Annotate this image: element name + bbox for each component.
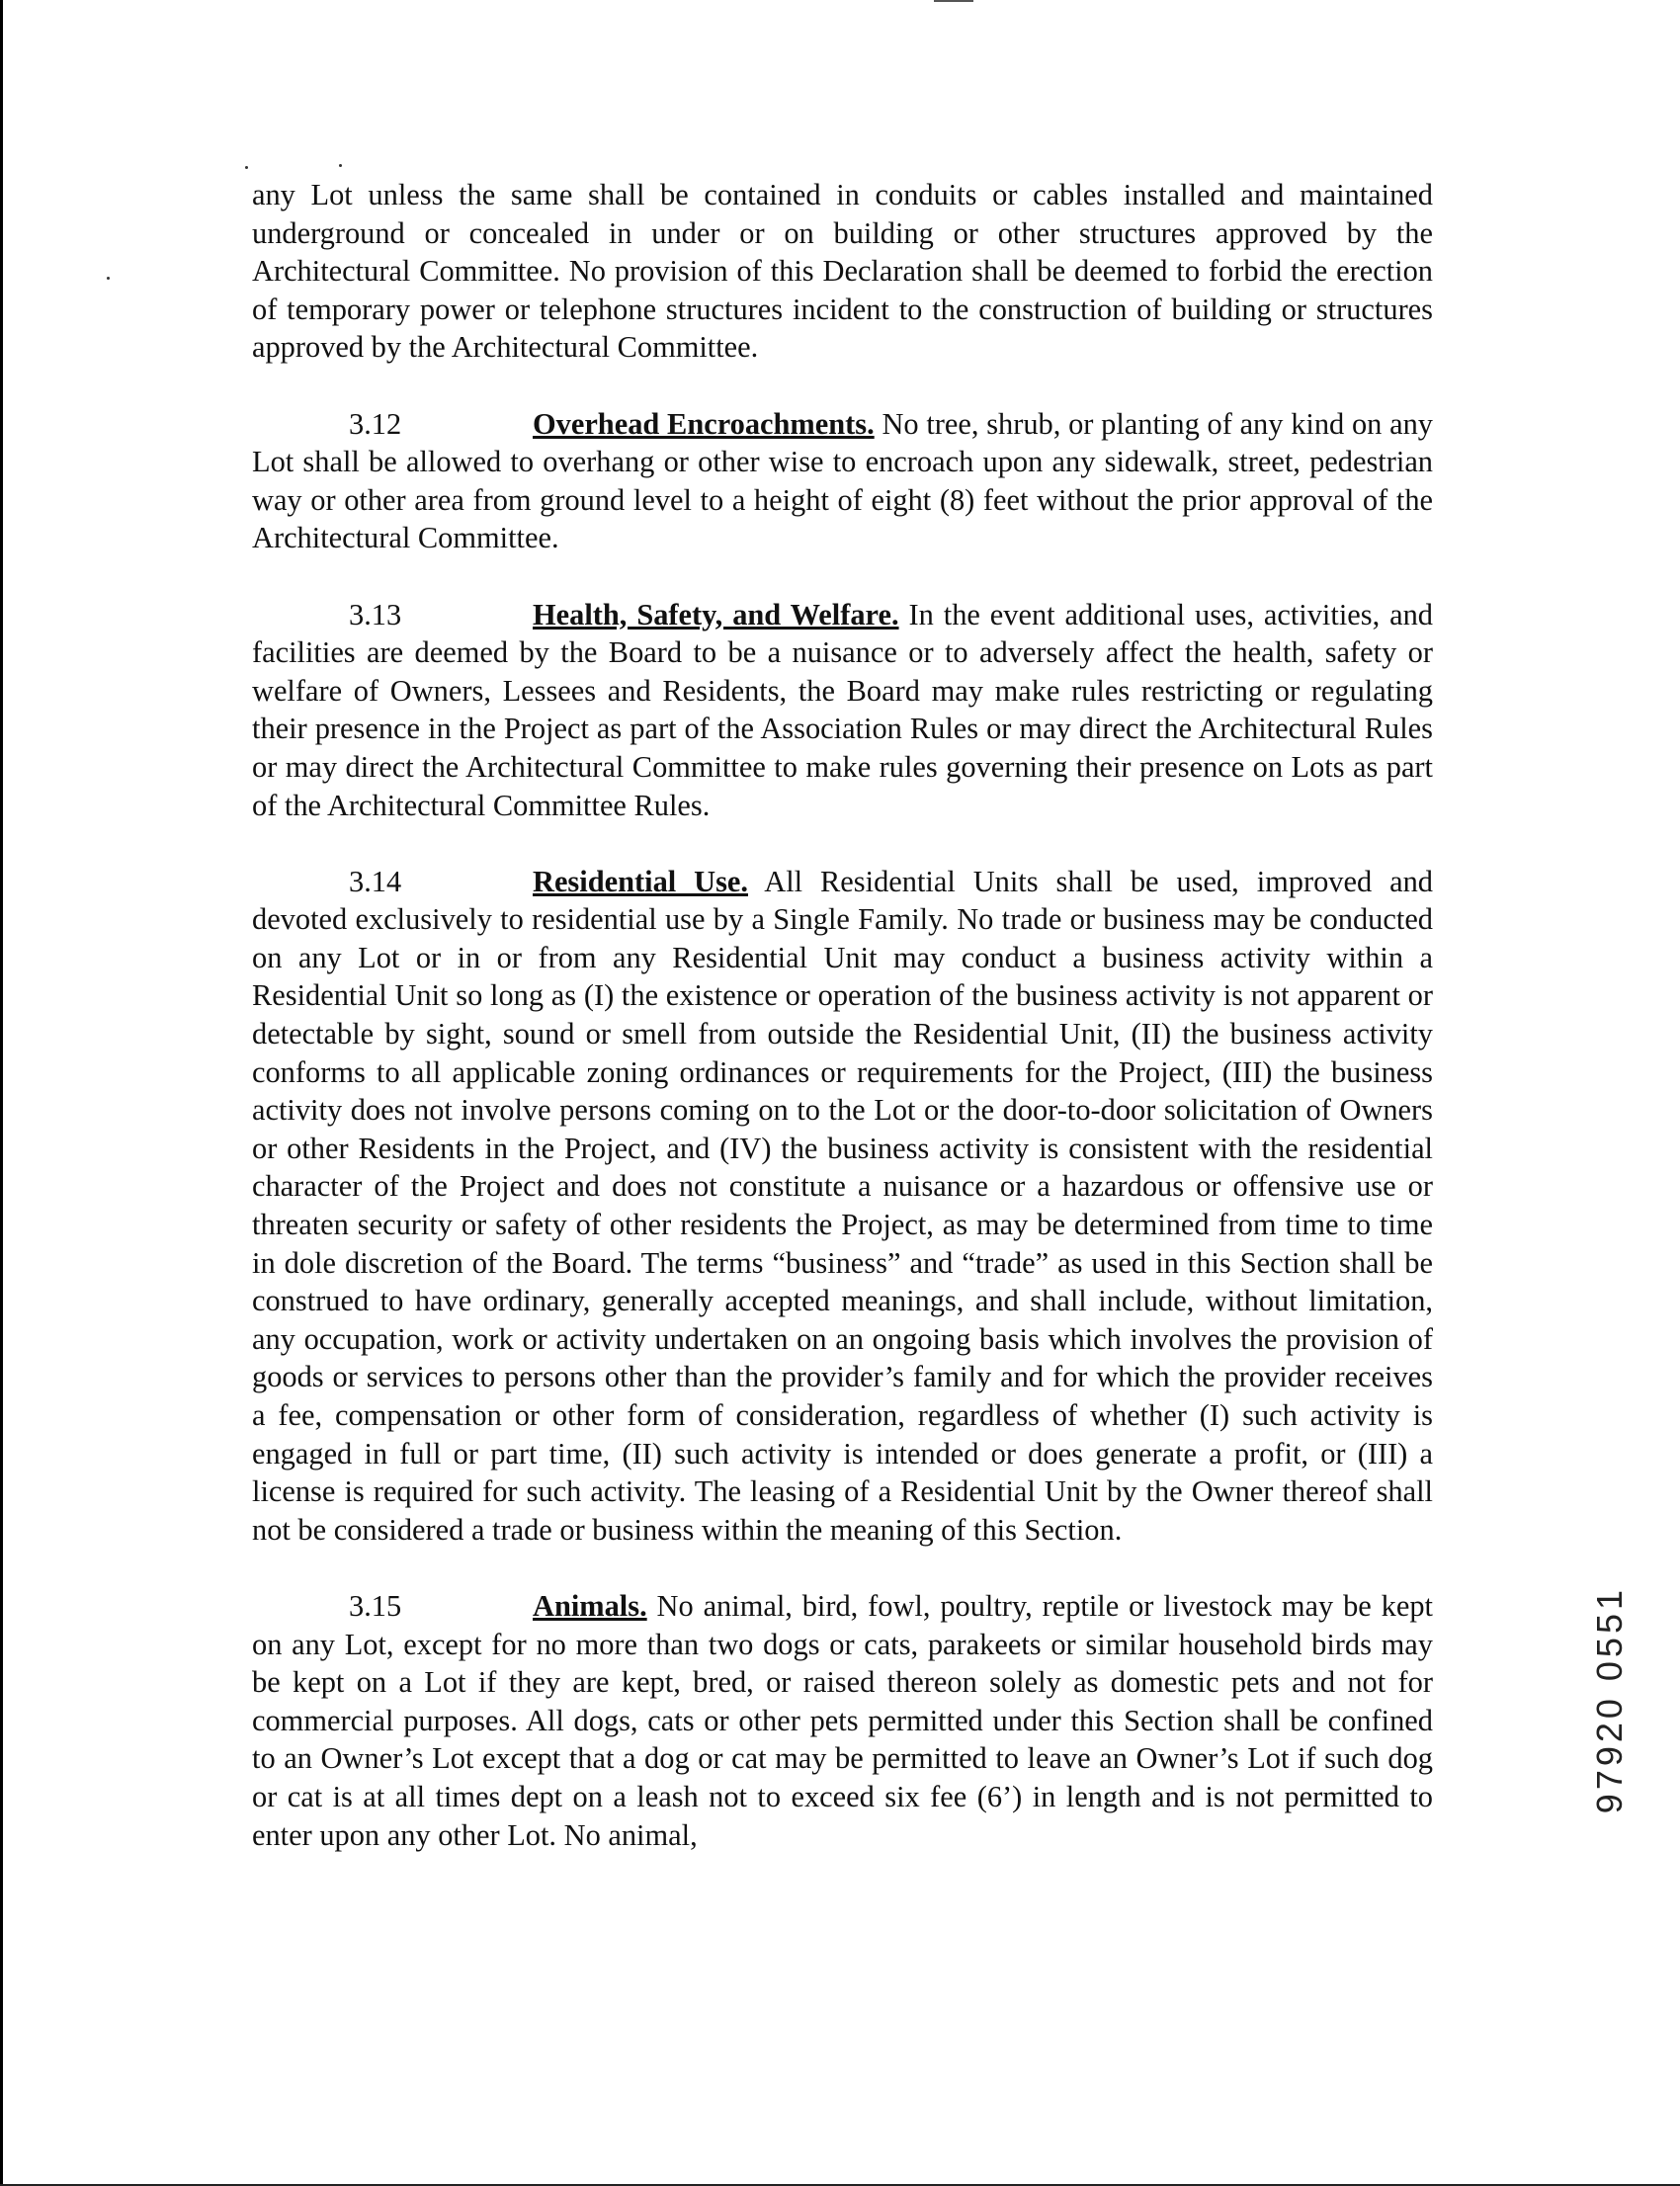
scan-top-mark <box>934 0 973 2</box>
section-3-13 <box>252 596 1433 825</box>
section-text: All Residential Units shall be used, improved and devoted exclusively to residential use by a Single Family. No trade or business may be conducted on any Lot or in or from any Residential Unit may conduct a business activity within a Residential Unit so long as (I) the existence or operation of the business activity is not apparent or detectable by sight, sound or smell from outside the Residential Unit, (II) the business activity conforms to all applicable zoning ordinances or requirements for the Project, (III) the business activity does not involve persons coming on to the Lot or the door-to-door solicitation of Owners or other Residents in the Project, and (IV) the business activity is consistent with the residential character of the Project and does not constitute a nuisance or a hazardous or offensive use or threaten security or safety of other residents the Project, as may be determined from time to time in dole discretion of the Board. The terms “business” and “trade” as used in this Section shall be construed to have ordinary, generally accepted meanings, and shall include, without limitation, any occupation, work or activity undertaken on an ongoing basis which involves the provision of goods or services to persons other than the provider’s family and for which the provider receives a fee, compensation or other form of consideration, regardless of whether (I) such activity is engaged in full or part time, (II) such activity is intended or does generate a profit, or (III) a license is required for such activity. The leasing of a Residential Unit by the Owner thereof shall not be considered a trade or business within the meaning of this Section. <box>252 864 1433 1547</box>
section-3-14 <box>252 863 1433 1550</box>
section-number: 3.13 <box>349 597 402 631</box>
section-title: Health, Safety, and Welfare. <box>533 597 899 631</box>
section-text: No tree, shrub, or planting of any kind on any Lot shall be allowed to overhang or other wise to encroach upon any sidewalk, street, pedestrian way or other area from ground level to a height of eight (8) feet without the prior approval of the Architectural Committee. <box>252 406 1433 555</box>
section-number: 3.15 <box>349 1588 402 1623</box>
section-text: In the event additional uses, activities, and facilities are deemed by the Board to be a nuisance or to adversely affect the health, safety or welfare of Owners, Lessees and Residents, the Board may make rules restricting or regulating their presence in the Project as part of the Association Rules or may direct the Architectural Rules or may direct the Architectural Committee to make rules governing their presence on Lots as part of the Architectural Committee Rules. <box>252 597 1433 822</box>
scan-speck <box>339 164 342 167</box>
section-text: No animal, bird, fowl, poultry, reptile or livestock may be kept on any Lot, except for no more than two dogs or cats, parakeets or similar household birds may be kept on a Lot if they are kept, bred, or raised thereon solely as domestic pets and not for commercial purposes. All dogs, cats or other pets permitted under this Section shall be confined to an Owner’s Lot except that a dog or cat may be permitted to leave an Owner’s Lot if such dog or cat is at all times dept on a leash not to exceed six fee (6’) in length and is not permitted to enter upon any other Lot. No animal, <box>252 1588 1433 1852</box>
continuation-paragraph: any Lot unless the same shall be contained in conduits or cables installed and maintained underground or concealed in under or on building or other structures approved by the Architectural Committee. No provision of this Declaration shall be deemed to forbid the erection of temporary power or telephone structures incident to the construction of building or structures approved by the Architectural Committee. <box>252 178 1433 365</box>
section-title: Overhead Encroachments. <box>533 406 875 441</box>
section-title: Animals. <box>533 1588 647 1623</box>
section-title: Residential Use. <box>533 864 748 898</box>
section-number: 3.12 <box>349 406 402 441</box>
scan-left-edge <box>0 0 3 2186</box>
scan-speck <box>107 277 110 280</box>
scan-speck <box>245 166 248 169</box>
section-3-15 <box>252 1587 1433 1854</box>
section-3-12 <box>252 405 1433 557</box>
section-number: 3.14 <box>349 864 402 898</box>
recording-stamp: 97920 0551 <box>1589 1586 1630 1814</box>
document-body <box>252 176 1433 1892</box>
